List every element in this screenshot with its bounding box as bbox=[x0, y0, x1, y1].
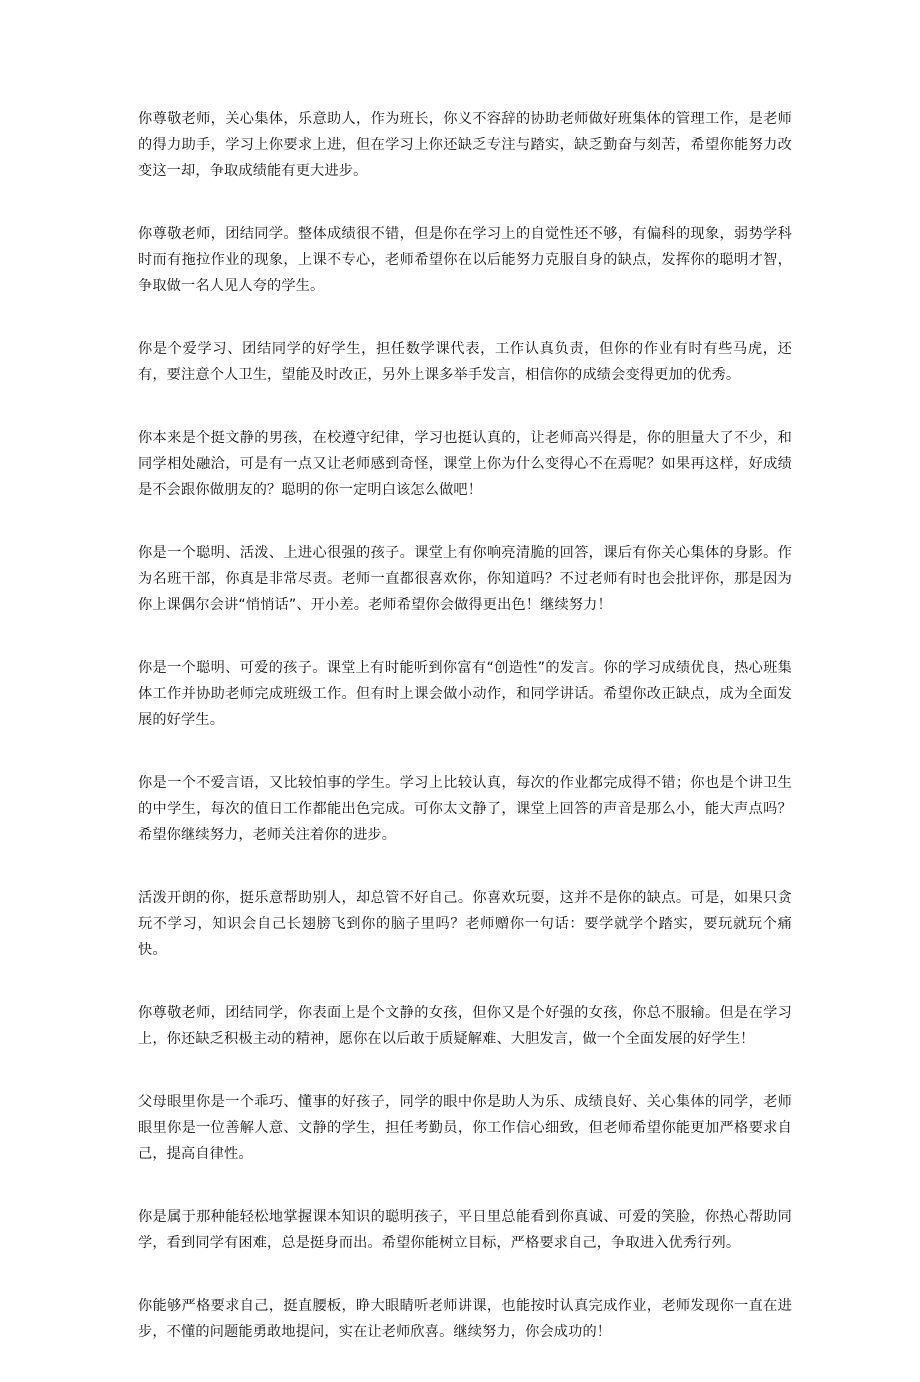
paragraph-5: 你是一个聪明、活泼、上进心很强的孩子。课堂上有你响亮清脆的回答，课后有你关心集体的身影。作为名班干部，你真是非常尽责。老师一直都很喜欢你，你知道吗？不过老师有时也会批评你，那是因为你上课偶尔会讲“悄悄话”、开小差。老师希望你会做得更出色！继续努力！ bbox=[138, 545, 792, 613]
paragraph-6: 你是一个聪明、可爱的孩子。课堂上有时能听到你富有“创造性”的发言。你的学习成绩优良，热心班集体工作并协助老师完成班级工作。但有时上课会做小动作，和同学讲话。希望你改正缺点，成为全面发展的好学生。 bbox=[138, 660, 792, 728]
paragraph-11: 你是属于那种能轻松地掌握课本知识的聪明孩子，平日里总能看到你真诚、可爱的笑脸，你热心帮助同学，看到同学有困难，总是挺身而出。希望你能树立目标，严格要求自己，争取进入优秀行列。 bbox=[138, 1209, 792, 1251]
document-body bbox=[138, 106, 792, 1382]
paragraph-1: 你尊敬老师，关心集体，乐意助人，作为班长，你义不容辞的协助老师做好班集体的管理工作，是老师的得力助手，学习上你要求上进，但在学习上你还缺乏专注与踏实，缺乏勤奋与刻苦，希望你能努力改变这一却，争取成绩能有更大进步。 bbox=[138, 111, 792, 179]
paragraph-10: 父母眼里你是一个乖巧、懂事的好孩子，同学的眼中你是助人为乐、成绩良好、关心集体的同学，老师眼里你是一位善解人意、文静的学生，担任考勤员，你工作信心细致，但老师希望你能更加严格要求自己，提高自律性。 bbox=[138, 1094, 792, 1162]
paragraph-2: 你尊敬老师，团结同学。整体成绩很不错，但是你在学习上的自觉性还不够，有偏科的现象，弱势学科时而有拖拉作业的现象，上课不专心，老师希望你在以后能努力克服自身的缺点，发挥你的聪明才智，争取做一名人见人夸的学生。 bbox=[138, 226, 792, 294]
paragraph-3: 你是个爱学习、团结同学的好学生，担任数学课代表，工作认真负责，但你的作业有时有些马虎，还有，要注意个人卫生，望能及时改正，另外上课多举手发言，相信你的成绩会变得更加的优秀。 bbox=[138, 341, 792, 383]
paragraph-9: 你尊敬老师，团结同学，你表面上是个文静的女孩，但你又是个好强的女孩，你总不服输。但是在学习上，你还缺乏积极主动的精神，愿你在以后敢于质疑解难、大胆发言，做一个全面发展的好学生！ bbox=[138, 1005, 792, 1047]
paragraph-8: 活泼开朗的你，挺乐意帮助别人，却总管不好自己。你喜欢玩耍，这并不是你的缺点。可是，如果只贪玩不学习，知识会自己长翅膀飞到你的脑子里吗？老师赠你一句话：要学就学个踏实，要玩就玩个痛快。 bbox=[138, 890, 792, 958]
paragraph-7: 你是一个不爱言语，又比较怕事的学生。学习上比较认真，每次的作业都完成得不错；你也是个讲卫生的中学生，每次的值日工作都能出色完成。可你太文静了，课堂上回答的声音是那么小，能大声点吗？希望你继续努力，老师关注着你的进步。 bbox=[138, 775, 792, 843]
paragraph-4: 你本来是个挺文静的男孩，在校遵守纪律，学习也挺认真的，让老师高兴得是，你的胆量大了不少，和同学相处融洽，可是有一点又让老师感到奇怪，课堂上你为什么变得心不在焉呢？如果再这样，好成绩是不会跟你做朋友的？聪明的你一定明白该怎么做吧！ bbox=[138, 430, 792, 498]
paragraph-12: 你能够严格要求自己，挺直腰板，睁大眼睛听老师讲课，也能按时认真完成作业，老师发现你一直在进步，不懂的问题能勇敢地提问，实在让老师欣喜。继续努力，你会成功的！ bbox=[138, 1298, 792, 1340]
